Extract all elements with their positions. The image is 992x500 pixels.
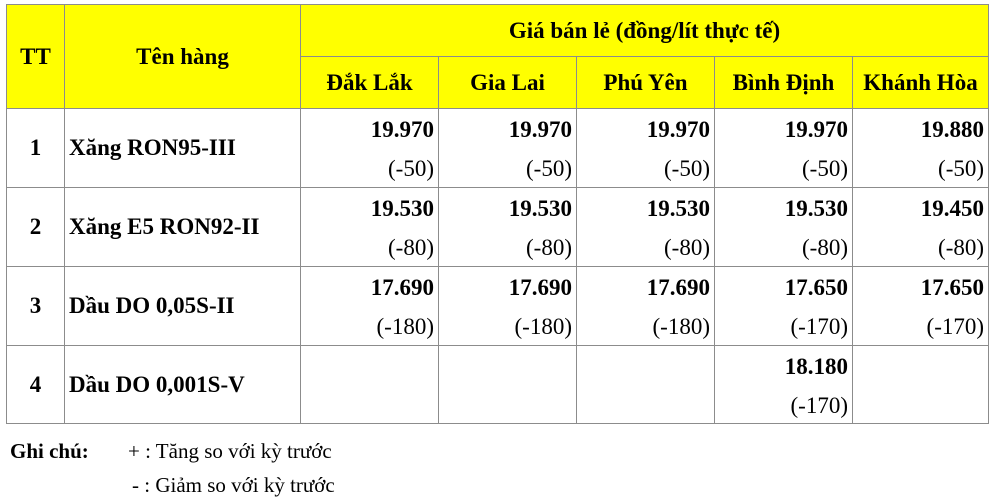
- header-product-name: Tên hàng: [65, 5, 301, 109]
- row-index: 1: [7, 109, 65, 188]
- price-change: (-80): [526, 235, 572, 260]
- header-region-gia-lai: Gia Lai: [439, 57, 577, 109]
- price-cell: [439, 109, 577, 188]
- table-row: [7, 109, 989, 188]
- price-value: 19.880: [920, 117, 985, 142]
- row-index: 2: [7, 188, 65, 267]
- note-decrease: - : Giảm so với kỳ trước: [132, 473, 335, 497]
- note-increase: + : Tăng so với kỳ trước: [128, 439, 332, 463]
- price-cell: [439, 267, 577, 346]
- price-cell: [301, 346, 439, 424]
- price-change: (-80): [664, 235, 710, 260]
- price-value: 19.530: [370, 196, 434, 221]
- price-cell: [715, 109, 853, 188]
- price-value: 19.530: [508, 196, 572, 221]
- price-value: 18.180: [784, 354, 848, 379]
- price-change: (-50): [802, 156, 848, 181]
- price-change: (-170): [926, 314, 985, 339]
- price-value: 17.690: [508, 275, 572, 300]
- price-cell: [715, 267, 853, 346]
- price-cell: [853, 188, 989, 267]
- price-value: 17.690: [646, 275, 710, 300]
- price-value: 19.970: [508, 117, 572, 142]
- price-cell: [715, 346, 853, 424]
- price-value: 19.530: [784, 196, 848, 221]
- price-change: (-50): [664, 156, 710, 181]
- header-tt: TT: [7, 5, 65, 109]
- header-region-dak-lak: Đắk Lắk: [301, 57, 439, 109]
- price-cell: [577, 267, 715, 346]
- price-cell: [577, 109, 715, 188]
- price-change: (-80): [802, 235, 848, 260]
- price-change: (-180): [514, 314, 572, 339]
- price-cell: [301, 188, 439, 267]
- header-region-khanh-hoa: Khánh Hòa: [853, 57, 989, 109]
- price-cell: [853, 346, 989, 424]
- price-change: (-80): [388, 235, 434, 260]
- product-name: Dầu DO 0,001S-V: [65, 346, 301, 424]
- price-change: (-170): [790, 393, 848, 418]
- price-cell: [439, 188, 577, 267]
- price-value: 19.970: [646, 117, 710, 142]
- price-cell: [853, 267, 989, 346]
- table-row: [7, 188, 989, 267]
- header-region-binh-dinh: Bình Định: [715, 57, 853, 109]
- notes-title: Ghi chú:: [10, 439, 89, 463]
- product-name: Xăng E5 RON92-II: [65, 188, 301, 267]
- row-index: 3: [7, 267, 65, 346]
- price-cell: [577, 346, 715, 424]
- price-cell: [301, 267, 439, 346]
- price-value: 19.970: [370, 117, 434, 142]
- table-row: [7, 346, 989, 424]
- header-region-phu-yen: Phú Yên: [577, 57, 715, 109]
- price-value: 17.690: [370, 275, 434, 300]
- price-cell: [715, 188, 853, 267]
- price-value: 19.530: [646, 196, 710, 221]
- price-cell: [853, 109, 989, 188]
- price-change: (-180): [652, 314, 710, 339]
- product-name: Xăng RON95-III: [65, 109, 301, 188]
- price-table: [6, 4, 989, 424]
- row-index: 4: [7, 346, 65, 424]
- price-change: (-170): [790, 314, 848, 339]
- price-change: (-80): [938, 235, 985, 260]
- product-name: Dầu DO 0,05S-II: [65, 267, 301, 346]
- table-row: [7, 267, 989, 346]
- price-change: (-50): [526, 156, 572, 181]
- price-change: (-50): [388, 156, 434, 181]
- price-value: 19.450: [920, 196, 985, 221]
- price-value: 17.650: [920, 275, 985, 300]
- price-value: 19.970: [784, 117, 848, 142]
- price-change: (-50): [938, 156, 985, 181]
- price-cell: [577, 188, 715, 267]
- price-change: (-180): [376, 314, 434, 339]
- price-value: 17.650: [784, 275, 848, 300]
- price-cell: [301, 109, 439, 188]
- header-retail-price: Giá bán lẻ (đồng/lít thực tế): [301, 5, 989, 57]
- price-cell: [439, 346, 577, 424]
